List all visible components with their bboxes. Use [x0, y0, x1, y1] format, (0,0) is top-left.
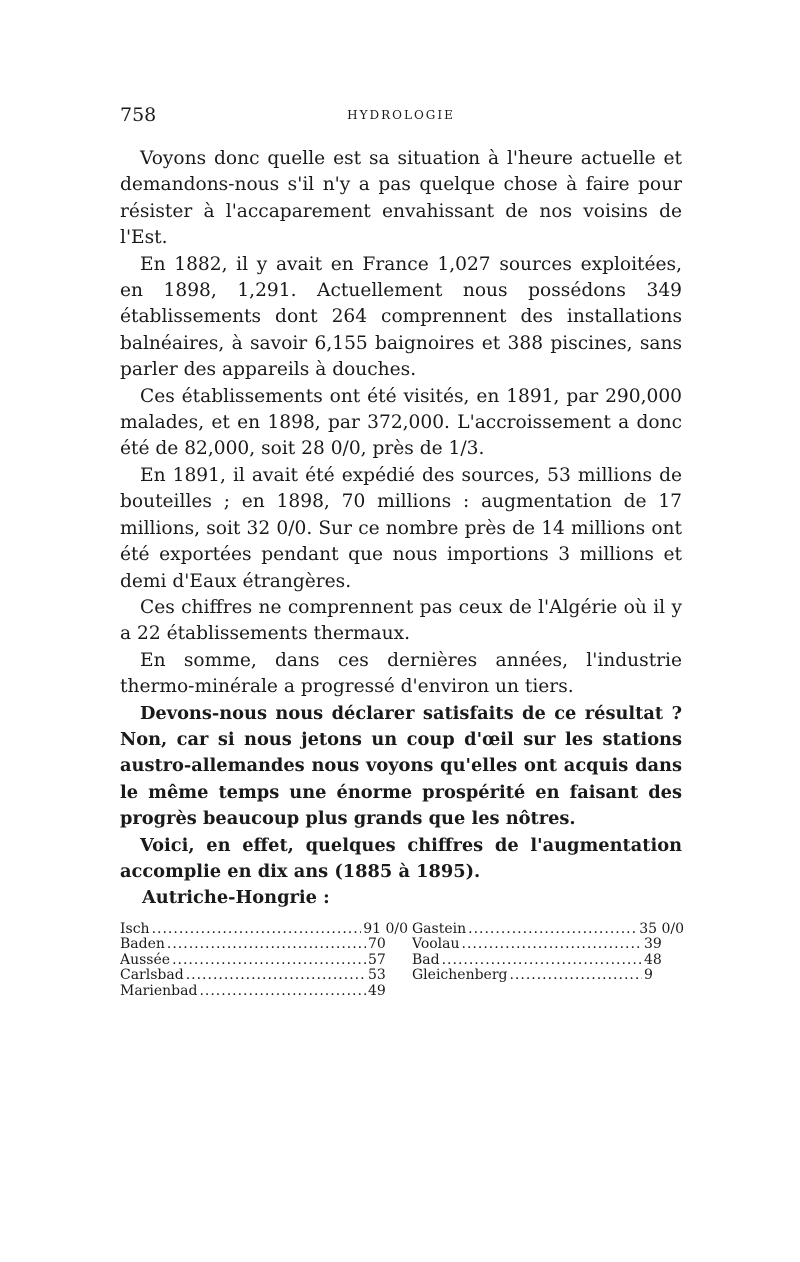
- dot-leader: [442, 953, 642, 969]
- table-row: [120, 922, 408, 938]
- dot-leader: [468, 922, 637, 938]
- station-value: 48: [644, 951, 662, 968]
- station-name: Carlsbad: [120, 967, 184, 984]
- station-name: Gastein: [412, 920, 467, 937]
- dot-leader: [186, 968, 366, 984]
- table-row: [412, 953, 684, 969]
- dot-leader: [152, 922, 362, 938]
- station-value: 9: [644, 967, 653, 984]
- station-value: 53: [368, 967, 386, 984]
- dot-leader: [172, 953, 366, 969]
- station-name: Bad: [412, 951, 440, 968]
- station-value: 70: [368, 936, 386, 953]
- stations-column-left: [120, 922, 408, 1000]
- dot-leader: [199, 984, 366, 1000]
- page-number: 758: [120, 104, 157, 126]
- paragraph: En somme, dans ces dernières années, l'industrie thermo-minérale a progressé d'environ un tiers.: [120, 649, 682, 698]
- book-page: [120, 100, 682, 999]
- stations-table: [120, 922, 682, 1000]
- table-row: [120, 984, 408, 1000]
- station-name: Isch: [120, 920, 150, 937]
- dot-leader: [167, 937, 366, 953]
- dot-leader: [509, 968, 642, 984]
- station-value: 57: [368, 951, 386, 968]
- table-row: [120, 968, 408, 984]
- table-row: [120, 953, 408, 969]
- paragraph: En 1891, il avait été expédié des sources, 53 millions de bouteilles ; en 1898, 70 millions : augmentation de 17 millions, soit 32 0/0. Sur ce nombre près de 14 millions ont été exportées pendant que nous importions 3 millions et demi d'Eaux étrangères.: [120, 464, 682, 592]
- section-subheading: Autriche-Hongrie :: [142, 887, 330, 909]
- station-name: Gleichenberg: [412, 967, 508, 984]
- table-row: [412, 968, 684, 984]
- paragraph: En 1882, il y avait en France 1,027 sources exploitées, en 1898, 1,291. Actuellement nous possédons 349 établissements dont 264 comprennent des installations balnéaires, à savoir 6,155 baignoires et 388 piscines, sans parler des appareils à douches.: [120, 253, 682, 381]
- paragraph-bold: Devons-nous nous déclarer satisfaits de ce résultat ? Non, car si nous jetons un coup d'œil sur les stations austro-allemandes nous voyons qu'elles ont acquis dans le même temps une énorme prospérité en faisant des progrès beaucoup plus grands que les nôtres.: [120, 702, 682, 830]
- station-name: Aussée: [120, 951, 171, 968]
- station-value: 91 0/0: [363, 920, 408, 937]
- paragraph: Ces chiffres ne comprennent pas ceux de l'Algérie où il y a 22 établissements thermaux.: [120, 596, 682, 645]
- station-value: 49: [368, 982, 386, 999]
- body-text: [120, 146, 682, 912]
- running-title: HYDROLOGIE: [347, 108, 455, 122]
- station-name: Baden: [120, 936, 165, 953]
- paragraph: Ces établissements ont été visités, en 1891, par 290,000 malades, et en 1898, par 372,000. L'accroissement a donc été de 82,000, soit 28 0/0, près de 1/3.: [120, 385, 682, 460]
- paragraph-bold: Voici, en effet, quelques chiffres de l'augmentation accomplie en dix ans (1885 à 1895).: [120, 834, 682, 882]
- station-name: Marienbad: [120, 982, 198, 999]
- dot-leader: [462, 937, 642, 953]
- paragraph: Voyons donc quelle est sa situation à l'heure actuelle et demandons-nous s'il n'y a pas quelque chose à faire pour résister à l'accaparement envahissant de nos voisins de l'Est.: [120, 148, 682, 249]
- station-name: Voolau: [412, 936, 460, 953]
- table-row: [412, 922, 684, 938]
- table-row: [120, 937, 408, 953]
- page-header: [120, 100, 682, 132]
- stations-column-right: [412, 922, 684, 1000]
- table-row: [412, 937, 684, 953]
- station-value: 39: [644, 936, 662, 953]
- station-value: 35 0/0: [639, 920, 684, 937]
